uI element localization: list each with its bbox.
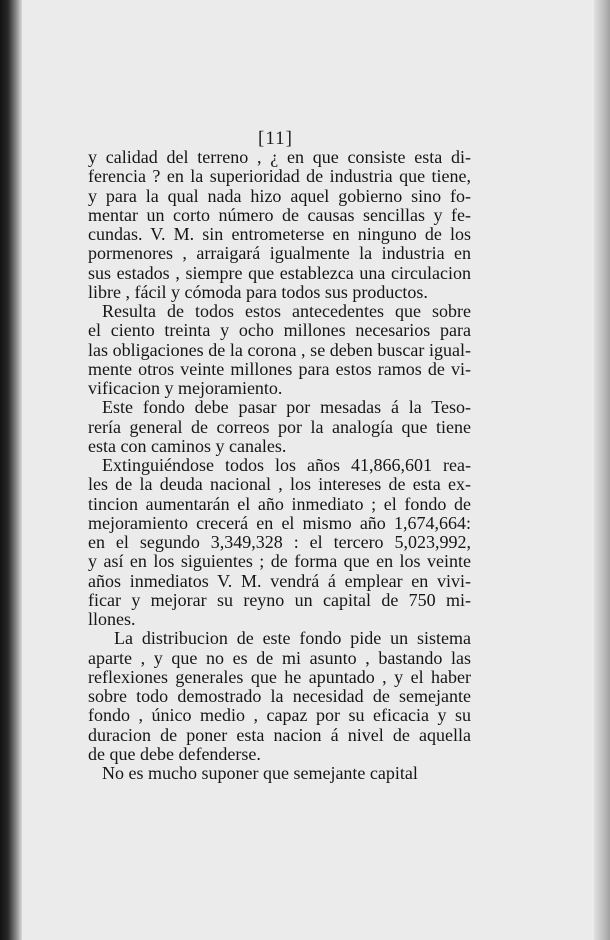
text-line: llones.	[88, 609, 136, 629]
text-line: les de la deuda nacional , los intereses de esta ex-	[88, 474, 471, 495]
text-line: vificacion y mejoramiento.	[88, 378, 283, 398]
book-gutter-shadow	[0, 0, 22, 940]
text-line: el ciento treinta y ocho millones necesarios para	[88, 320, 471, 341]
text-line: Extinguiéndose todos los años 41,866,601 rea-	[102, 455, 471, 475]
text-line: No es mucho suponer que semejante capital	[102, 763, 418, 783]
text-line: ficar y mejorar su reyno un capital de 750 mi-	[88, 589, 471, 610]
text-line: mentar un corto número de causas sencillas y fe-	[88, 204, 471, 225]
page-number: [11]	[258, 128, 293, 149]
text-line: cundas. V. M. sin entrometerse en ninguno de los	[88, 224, 471, 244]
text-line: las obligaciones de la corona , se deben buscar igual-	[88, 339, 471, 360]
text-line: aparte , y que no es de mi asunto , bastando las	[88, 647, 471, 668]
text-line: libre , fácil y cómoda para todos sus productos.	[88, 281, 428, 302]
text-line: mente otros veinte millones para estos ramos de vi-	[88, 358, 471, 379]
text-line: y para la qual nada hizo aquel gobierno sino fo-	[88, 185, 471, 206]
text-line: La distribucion de este fondo pide un sistema	[114, 628, 471, 649]
text-line: rería general de correos por la analogía que tiene	[88, 416, 471, 437]
text-line: pormenores , arraigará igualmente la industria en	[88, 243, 471, 264]
text-line: duracion de poner esta nacion á nivel de aquella	[88, 724, 471, 745]
page-edge	[594, 0, 610, 940]
text-line: sus estados , siempre que establezca una circulacion	[88, 262, 471, 283]
text-line: años inmediatos V. M. vendrá á emplear en vivi-	[88, 570, 471, 591]
text-line: en el segundo 3,349,328 : el tercero 5,023,992,	[88, 532, 471, 552]
text-line: mejoramiento crecerá en el mismo año 1,674,664:	[88, 512, 471, 533]
text-line: Este fondo debe pasar por mesadas á la Teso-	[102, 397, 471, 418]
text-line: sobre todo demostrado la necesidad de semejante	[88, 686, 471, 706]
text-line: esta con caminos y canales.	[88, 435, 287, 456]
text-line: de que debe defenderse.	[88, 743, 261, 764]
text-line: y calidad del terreno , ¿ en que consiste esta di-	[88, 147, 471, 167]
text-line: fondo , único medio , capaz por su eficacia y su	[88, 705, 471, 726]
text-line: reflexiones generales que he apuntado , y el haber	[88, 666, 471, 687]
text-line: Resulta de todos estos antecedentes que sobre	[102, 301, 471, 321]
text-line: tincion aumentarán el año inmediato ; el fondo de	[88, 493, 471, 514]
text-line: y así en los siguientes ; de forma que en los veinte	[88, 551, 471, 572]
text-line: ferencia ? en la superioridad de industria que tiene,	[88, 166, 471, 187]
body-text	[88, 148, 471, 783]
